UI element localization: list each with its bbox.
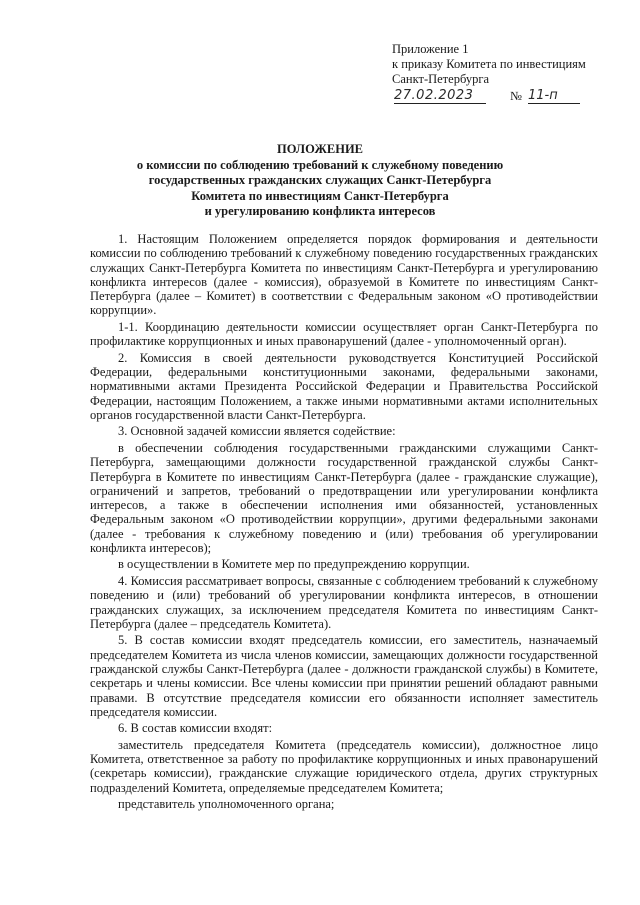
title-heading: ПОЛОЖЕНИЕ xyxy=(276,142,364,156)
handwritten-number: 11-п xyxy=(528,88,580,104)
paragraph-3-item-2: в осуществлении в Комитете мер по предупреждению коррупции. xyxy=(118,557,470,572)
paragraph-1-1: 1-1. Координацию деятельности комиссии осуществляет орган Санкт-Петербурга по профилактике коррупционных и иных правонарушений (далее - уполномоченный орган). xyxy=(90,319,598,349)
handwritten-date: 27.02.2023 xyxy=(394,88,486,104)
document-title xyxy=(110,142,530,220)
paragraph-4: 4. Комиссия рассматривает вопросы, связанные с соблюдением требований к служебному поведению и (или) требований об урегулировании конфликта интересов, в отношении гражданских служащих, за исключением председателя Комитета по инвестициям Санкт-Петербурга (далее – председатель Комитета). xyxy=(90,573,598,631)
number-sign: № xyxy=(510,89,522,103)
appendix-line-1: Приложение 1 xyxy=(392,42,469,56)
paragraph-2: 2. Комиссия в своей деятельности руководствуется Конституцией Российской Федерации, федеральными конституционными законами, федеральными законами, нормативными актами Президента Российской Федерации и Правительства Российской Федерации, настоящим Положением, а также иными нормативными актами исполнительных органов государственной власти Санкт-Петербурга. xyxy=(90,350,598,422)
paragraph-3: 3. Основной задачей комиссии является содействие: xyxy=(118,424,396,439)
paragraph-5: 5. В состав комиссии входят председатель комиссии, его заместитель, назначаемый председателем Комитета из числа членов комиссии, замещающих должности государственной гражданской службы Санкт-Петербурга (далее - должности гражданской службы) в Комитете, секретарь и члены комиссии. Все члены комиссии при принятии решений обладают равными правами. В отсутствие председателя комиссии его обязанности исполняет заместитель председателя комиссии. xyxy=(90,633,598,719)
appendix-date-line xyxy=(392,88,632,106)
title-line-4: и урегулированию конфликта интересов xyxy=(204,204,436,218)
appendix-block xyxy=(392,42,632,106)
paragraph-3-item-1: в обеспечении соблюдения государственными гражданскими служащими Санкт-Петербурга, замещающими должности государственной гражданской службы Санкт-Петербурга в Комитете по инвестициям Санкт-Петербурга (далее - гражданские служащие), ограничений и запретов, требований о предотвращении или урегулировании конфликта интересов, а также в обеспечении исполнения ими обязанностей, установленных Федеральным законом «О противодействии коррупции», другими федеральными законами (далее - требования к служебному поведению и (или) требования об урегулировании конфликта интересов); xyxy=(90,440,598,555)
paragraph-6: 6. В состав комиссии входят: xyxy=(118,721,273,736)
appendix-line-3: Санкт-Петербурга xyxy=(392,72,490,86)
appendix-line-2: к приказу Комитета по инвестициям xyxy=(392,57,586,71)
document-body xyxy=(90,232,598,814)
paragraph-1: 1. Настоящим Положением определяется порядок формирования и деятельности комиссии по соблюдению требований к служебному поведению государственных гражданских служащих Санкт-Петербурга Комитета по инвестициям Санкт-Петербурга и урегулированию конфликта интересов (далее - комиссия), образуемой в Комитете по инвестициям Санкт-Петербурга (далее – Комитет) в соответствии с Федеральным законом «О противодействии коррупции». xyxy=(90,232,598,318)
title-line-1: о комиссии по соблюдению требований к служебному поведению xyxy=(136,157,504,172)
title-line-3: Комитета по инвестициям Санкт-Петербурга xyxy=(191,188,449,203)
title-line-2: государственных гражданских служащих Санкт-Петербурга xyxy=(148,173,492,187)
paragraph-6-item-2: представитель уполномоченного органа; xyxy=(118,797,335,812)
paragraph-6-item-1: заместитель председателя Комитета (председатель комиссии), должностное лицо Комитета, ответственное за работу по профилактике коррупционных и иных правонарушений (секретарь комиссии), гражданские служащие юридического отдела, других структурных подразделений Комитета, определяемые председателем Комитета; xyxy=(90,737,598,795)
